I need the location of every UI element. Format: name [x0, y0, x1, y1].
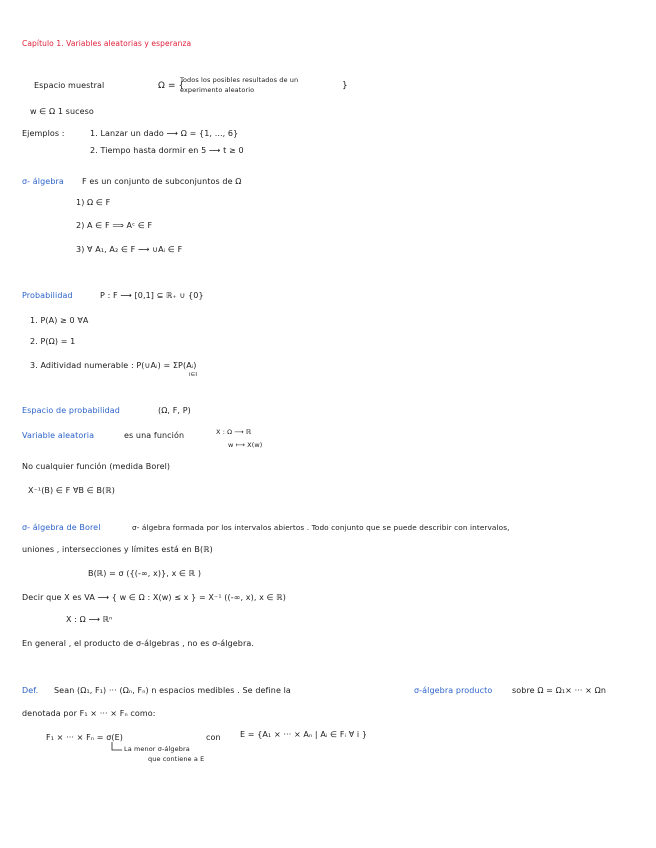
probability-axiom-2: 2. P(Ω) = 1 — [30, 337, 76, 346]
definition-text-1: Sean (Ω₁, F₁) ··· (Ωₙ, Fₙ) n espacios medibles . Se define la — [54, 686, 291, 695]
probability-axiom-3: 3. Aditividad numerable : P(∪Aᵢ) = ΣP(Aᵢ) — [30, 361, 197, 370]
probability-definition: P : F ⟶ [0,1] ⊆ ℝ₊ ∪ {0} — [100, 291, 204, 300]
sigma-algebra-label: σ- álgebra — [22, 177, 64, 186]
con-word: con — [206, 733, 221, 742]
omega-element: w ∈ Ω 1 suceso — [30, 107, 94, 116]
borel-formula: B(ℝ) = σ ({(-∞, x)}, x ∈ ℝ ) — [88, 569, 202, 578]
va-condition: Decir que X es VA ⟶ { w ∈ Ω : X(w) ≤ x } = X⁻¹ ((-∞, x), x ∈ ℝ) — [22, 593, 286, 602]
not-any-function: No cualquier función (medida Borel) — [22, 462, 171, 471]
examples-label: Ejemplos : — [22, 129, 65, 138]
rv-map-bottom: w ⟼ X(w) — [228, 441, 263, 449]
sample-space-label: Espacio muestral — [34, 81, 105, 90]
general-statement: En general , el producto de σ-álgebras , no es σ-álgebra. — [22, 639, 255, 648]
borel-label: σ- álgebra de Borel — [22, 523, 101, 532]
sample-space-desc-2: experimento aleatorio — [180, 86, 255, 94]
sigma-rule-1: 1) Ω ∈ F — [76, 198, 111, 207]
random-variable-label: Variable aleatoria — [22, 431, 95, 440]
note-line-1: La menor σ-álgebra — [124, 745, 190, 753]
sample-space-close: } — [342, 81, 348, 91]
definition-label: Def. — [22, 686, 39, 695]
sample-space-desc-1: Todos los posibles resultados de un — [180, 76, 299, 84]
prob-space-tuple: (Ω, F, P) — [158, 406, 191, 415]
note-bracket-icon — [110, 741, 124, 753]
sigma-rule-2: 2) A ∈ F ⟹ Aᶜ ∈ F — [76, 221, 153, 230]
sigma-algebra-desc: F es un conjunto de subconjuntos de Ω — [82, 177, 242, 186]
preimage-condition: X⁻¹(B) ∈ F ∀B ∈ B(ℝ) — [28, 486, 115, 495]
random-variable-desc: es una función — [124, 431, 185, 440]
product-sigma-algebra-term: σ-álgebra producto — [414, 686, 493, 695]
note-line-2: que contiene a E — [148, 755, 205, 763]
probability-axiom-1: 1. P(A) ≥ 0 ∀A — [30, 316, 89, 325]
map-to-rn: X : Ω ⟶ ℝⁿ — [66, 615, 113, 624]
union-subscript: i∈I — [189, 372, 197, 378]
definition-text-1b: sobre Ω = Ω₁× ··· × Ωn — [512, 686, 606, 695]
page-title: Capítulo 1. Variables aleatorias y esperanza — [22, 39, 192, 48]
borel-text-2: uniones , intersecciones y límites está en B(ℝ) — [22, 545, 213, 554]
sigma-rule-3: 3) ∀ A₁, A₂ ∈ F ⟶ ∪Aᵢ ∈ F — [76, 245, 183, 254]
generator-definition: E = {A₁ × ··· × Aₙ | Aᵢ ∈ Fᵢ ∀ i } — [240, 730, 368, 739]
rv-map-top: X : Ω ⟶ ℝ — [216, 428, 252, 436]
example-1: 1. Lanzar un dado ⟶ Ω = {1, ..., 6} — [90, 129, 239, 138]
definition-text-2: denotada por F₁ × ··· × Fₙ como: — [22, 709, 156, 718]
prob-space-label: Espacio de probabilidad — [22, 406, 120, 415]
omega-equation: Ω = { — [158, 81, 185, 91]
product-formula: F₁ × ··· × Fₙ = σ(E) — [46, 733, 123, 742]
example-2: 2. Tiempo hasta dormir en 5 ⟶ t ≥ 0 — [90, 146, 244, 155]
borel-text-1: σ- álgebra formada por los intervalos abiertos . Todo conjunto que se puede describir con intervalos, — [132, 523, 510, 532]
probability-label: Probabilidad — [22, 291, 73, 300]
